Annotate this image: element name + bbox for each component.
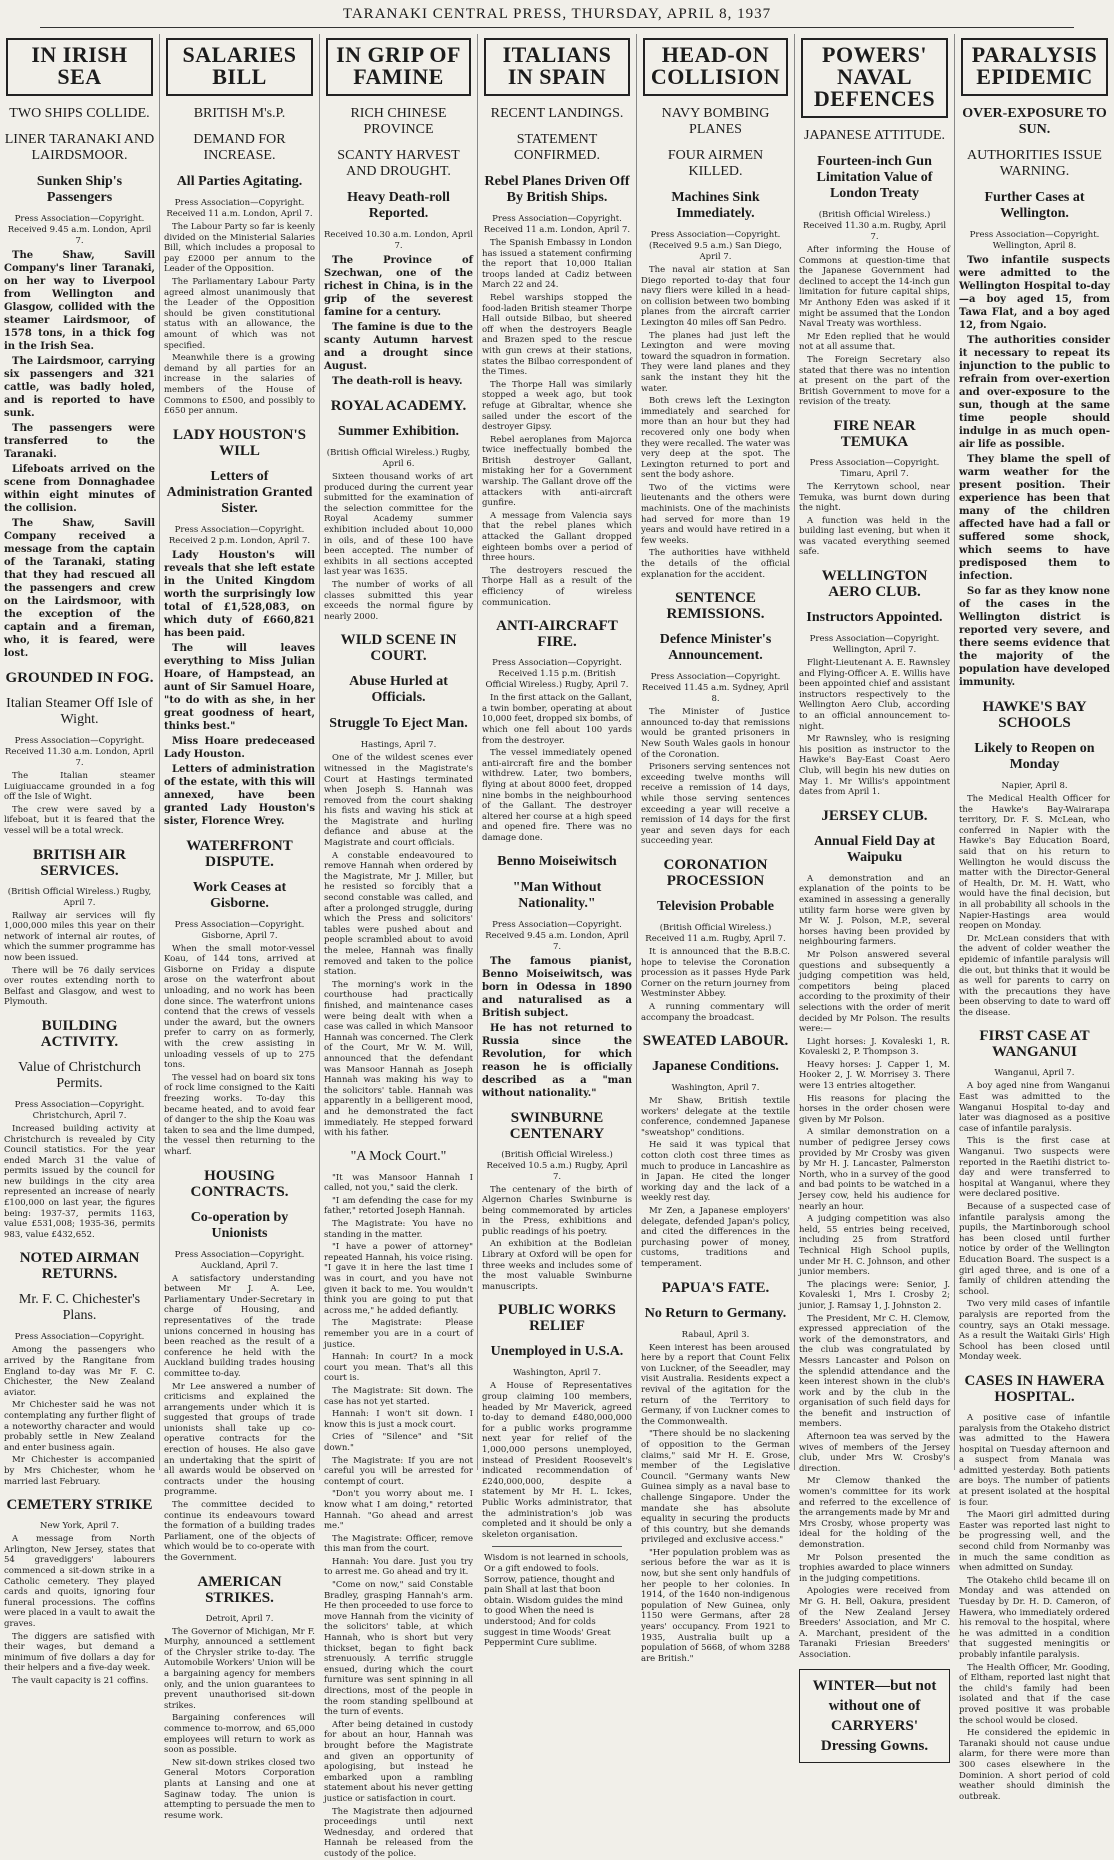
paragraph: The centenary of the birth of Algernon Charles Swinburne is being commemorated by articles in the Press, exhibitions and public readings of his poetry. [482, 1184, 632, 1237]
column-3 [320, 34, 478, 1859]
paragraph: A satisfactory understanding between Mr J. A. Lee, Parliamentary Under-Secretary in charge of Housing, and representatives of the trade unions concerned in housing has been reached as the result of a conference he held with the Auckland building trades housing committee to-day. [164, 1273, 315, 1379]
section-headline: AMERICAN STRIKES. [197, 1573, 282, 1606]
paragraph: The planes had just left the Lexington and were moving toward the squadron in formation. They were land planes and they sank the instant they hit the water. [641, 330, 790, 394]
column-6 [795, 34, 955, 1754]
column-1 [0, 34, 160, 1686]
dateline: Wanganui, April 7. [994, 1068, 1075, 1079]
column-headline: POWERS' NAVAL DEFENCES [801, 38, 948, 118]
column-4 [478, 34, 637, 1649]
section-headline: CASES IN HAWERA HOSPITAL. [964, 1372, 1105, 1405]
subheading: "A Mock Court." [350, 1148, 447, 1164]
paragraph: Mr Eden replied that he would not at all assume that. [799, 331, 950, 353]
lead-paragraph: The Shaw, Savill Company received a message from the captain of the Taranaki, stating that they had rescued all the passengers and crew on the Lairdsmoor, with the exception of the captain and a fireman, who, it is feared, were lost. [4, 518, 155, 659]
paragraph: The vessel had on board six tons of rock lime consigned to the Kaiti freezing works. To-day this became heated, and to avoid fear of danger to the ship the Koau was taken to sea and the lime dumped, the vessel then returning to the wharf. [164, 1072, 315, 1157]
paragraph: He considered the epidemic in Taranaki should not cause undue alarm, for there were more than 300 cases elsewhere in the Dominion. A short period of cold weather should diminish the outbreak. [959, 1728, 1110, 1802]
section-headline: WELLINGTON AERO CLUB. [821, 568, 928, 601]
paragraph: A message from North Arlington, New Jersey, states that 54 gravediggers' labourers commenced a sit-down strike in a Catholic cemetery. They played cards and quoits, ignoring four funeral processions. The coffins were placed in a vault to await the graves. [4, 1534, 155, 1629]
paragraph: Dr. McLean considers that with the advent of colder weather the epidemic of infantile paralysis will die out, but thinks that it would be as well for parents to carry on with the precautions they have been observing to date to ward off the disease. [959, 933, 1110, 1018]
paragraph: The Spanish Embassy in London has issued a statement confirming the report that 10,000 Italian troops landed at Cadiz between March 22 and 24. [482, 238, 632, 291]
subheading: Benno Moiseiwitsch [497, 853, 617, 869]
dateline: (British Official Wireless.) Received 11.30 a.m. Rugby, April 7. [802, 210, 947, 242]
paragraph: The Health Officer, Mr. Gooding, of Eltham, reported last night that the child's family had been isolated and that if the case proved positive it was probable the school would be closed. [959, 1662, 1110, 1726]
subheading: DEMAND FOR INCREASE. [193, 132, 286, 163]
section-headline: BRITISH AIR SERVICES. [33, 846, 126, 879]
paragraph: One of the wildest scenes ever witnessed in the Magistrate's Court at Hastings terminated when Joseph S. Hannah was removed from the court shaking his fists and waving his stick at the Magistrate and hurling defiance and abuse at the Magistrate and court officials. [324, 753, 473, 849]
paragraph: A judging competition was also held, 55 entries being received, including 25 from Stratford Technical High School pupils, under Mr H. C. Johnson, and other junior members. [799, 1214, 950, 1278]
paragraph: When the small motor-vessel Koau, of 144 tons, arrived at Gisborne on Friday a dispute arose on the waterfront about unloading, and no work has been done since. The waterfront unions contend that the crews of vessels under the award, but the owners prefer to carry on as formerly, with the crew assisting in unloading vessels of up to 275 tons. [164, 943, 315, 1071]
paragraph: "Her population problem was as serious before the war as it is now, but she sent only handfuls of her people to her colonies. In 1914, of the 1640 non-indigenous population of New Guinea, only 1150 were Germans, after 28 years' occupancy. From 1921 to 1935, Australia built up a population of 5668, of whom 3288 are British." [641, 1547, 790, 1664]
dateline: Received 10.30 a.m. London, April 7. [324, 230, 473, 251]
masthead [0, 0, 1114, 30]
paragraph: The Foreign Secretary also stated that there was no intention at present on the part of the British Government to move for a revision of the treaty. [799, 354, 950, 408]
dateline: Press Association—Copyright. Received 11 a.m. London, April 7. [483, 214, 631, 235]
paragraph: After being detained in custody for about an hour, Hannah was brought before the Magistrate and given an opportunity of apologising, but instead he embarked upon a rambling statement about his never getting justice or satisfaction in court. [324, 1719, 473, 1804]
paragraph: Light horses: J. Kovaleski 1, R. Kovaleski 2, P. Thompson 3. [799, 1036, 950, 1058]
paragraph: "It was Mansoor Hannah I called, not you," said the clerk. [324, 1172, 473, 1194]
paragraph: The Magistrate: If you are not careful you will be arrested for contempt of court. [324, 1455, 473, 1487]
paragraph: Mr Shaw, British textile workers' delegate at the textile conference, condemned Japanese "sweatshop" conditions. [641, 1096, 790, 1138]
paragraph: The Magistrate: Sit down. The case has not yet started. [324, 1385, 473, 1407]
paragraph: The Magistrate: Officer, remove this man from the court. [324, 1533, 473, 1555]
subheading: RICH CHINESE PROVINCE [350, 106, 447, 137]
subheading: Fourteen-inch Gun Limitation Value of London Treaty [816, 154, 933, 201]
column-2 [160, 34, 320, 1821]
paragraph: Flight-Lieutenant A. E. Rawnsley and Flying-Officer A. E. Willis have been appointed chief and assistant instructors respectively to the Wellington Aero Club, according to an official announcement to-night. [799, 658, 950, 732]
paragraph: The Italian steamer Luigiuaccame grounded in a fog off the Isle of Wight. [4, 771, 155, 803]
subheading: Struggle To Eject Man. [329, 716, 468, 732]
section-headline: HOUSING CONTRACTS. [190, 1167, 289, 1200]
paragraph: "I have a power of attorney" repeated Hannah, his voice rising. "I gave it in here the last time I was in court, and you have not given it back to me. You wouldn't think you are going to put that across me," he added defiantly. [324, 1242, 473, 1316]
paragraph: Two very mild cases of infantile paralysis are reported from the country, says an Otaki message. As a result the Waitaki Girls' High School has been closed until Monday week. [959, 1299, 1110, 1363]
paragraph: Mr Lee answered a number of criticisms and explained the arrangements under which it is suggested that groups of trade unionists shall take up co-operative contracts for the erection of houses. He also gave an undertaking that the spirit of all awards would be observed on contracts under the housing programme. [164, 1381, 315, 1498]
subheading: Television Probable [656, 898, 775, 914]
paragraph: The Magistrate then adjourned proceedings until next Wednesday, and ordered that Hannah be released from the custody of the police. [324, 1806, 473, 1859]
paragraph: Apologies were received from Mr G. H. Bell, Oakura, president of the New Zealand Jersey Breeders' Association, and Mr C. A. Marchant, president of the Taranaki Friesian Breeders' Association. [799, 1586, 950, 1660]
lead-paragraph: The Lairdsmoor, carrying six passengers and 321 cattle, was badly holed, and is reported to have sunk. [4, 356, 155, 419]
paragraph: Rebel warships stopped the food-laden British steamer Thorpe Hall outside Bilbao, but sheered off when the destroyers Beagle and Brazen sped to the rescue with gun crews at their stations, states the Bilbao correspondent of the Times. [482, 292, 632, 378]
column-headline: ITALIANS IN SPAIN [484, 38, 630, 96]
paragraph: The Magistrate: You have no standing in the matter. [324, 1219, 473, 1240]
lead-paragraph: The authorities consider it necessary to repeat its injunction to the public to refrain from over-exertion and over-exposure to the sun, though at the same time people should indulge in as much open-air life as possible. [959, 335, 1110, 450]
paragraph: A similar demonstration on a number of pedigree Jersey cows provided by Mr Crosby was given by Mr H. J. Lancaster, Palmerston North, who in a survey of the good and bad points to be watched in a Jersey cow, held his audience for nearly an hour. [799, 1127, 950, 1212]
paragraph: His reasons for placing the horses in the order chosen were given by Mr Polson. [799, 1093, 950, 1125]
paragraph: Hannah: In court? In a mock court you mean. That's all this court is. [324, 1352, 473, 1384]
lead-paragraph: Lifeboats arrived on the scene from Donnaghadee within eight minutes of the collision. [4, 464, 155, 514]
paragraph: "Don't you worry about me. I know what I am doing," retorted Hannah. "Go ahead and arrest me." [324, 1489, 473, 1532]
paragraph: Increased building activity at Christchurch is revealed by City Council statistics. For the year ended March 31 the value of permits issued by the council for new buildings in the city area represented an increase of nearly £100,000 on last year, the figures being: 1937-37, permits 1163, value £531,008; 1935-36, permits 983, value £432,652. [4, 1123, 155, 1240]
dateline: Press Association—Copyright. Received 11 a.m. London, April 7. [166, 198, 313, 219]
paragraph: The Labour Party so far is keenly divided on the Ministerial Salaries Bill, which includes a proposal to pay £2000 per annum to the Leader of the Opposition. [164, 222, 315, 275]
paragraph: A House of Representatives group claiming 100 members, headed by Mr Maverick, agreed to-day to demand £480,000,000 for a public works programme next year for relief of the 1,000,000 persons unemployed, instead of President Roosevelt's indicated recommendation of £240,000,000, despite a statement by Mr H. L. Ickes, Public Works administrator, that the administration's job was completed and it should be only a skeleton organisation. [482, 1381, 632, 1540]
lead-paragraph: The passengers were transferred to the Taranaki. [4, 423, 155, 460]
dateline: Rabaul, April 3. [681, 1329, 750, 1340]
column-7 [955, 34, 1114, 1802]
dateline: Press Association—Copyright. Wellington, April 7. [809, 634, 940, 656]
subheading: STATEMENT CONFIRMED. [514, 132, 600, 163]
lead-paragraph: So far as they know none of the cases in the Wellington district is reported very severe, and there seems evidence that the majority of the population have developed immunity. [959, 586, 1110, 688]
paragraph: Keen interest has been aroused here by a report that Count Felix von Luckner, of the Seeadler, may visit Australia. Residents expect a revival of the agitation for the return of the Territory to Germany, if von Luckner comes to the Commonwealth. [641, 1342, 790, 1427]
dateline: New York, April 7. [40, 1521, 119, 1532]
dateline: Press Association—Copyright. Received 9.45 a.m. London, April 7. [7, 214, 152, 246]
column-rule [492, 1546, 622, 1547]
section-headline: SWEATED LABOUR. [642, 1033, 789, 1050]
subheading: All Parties Agitating. [176, 174, 303, 189]
paragraph: The committee decided to continue its endeavours toward the formation of a building trades Parliament, one of the objects of which would be to co-operate with the Government. [164, 1500, 315, 1563]
dateline: (British Official Wireless.) Received 11 a.m. Rugby, April 7. [645, 922, 786, 944]
paragraph: The Minister of Justice announced to-day that remissions would be granted prisoners in New South Wales gaols in honour of the Coronation. [641, 707, 790, 760]
subheading: No Return to Germany. [644, 1305, 787, 1321]
section-headline: HAWKE'S BAY SCHOOLS [982, 699, 1087, 731]
dateline: Detroit, April 7. [205, 1613, 274, 1624]
subheading: RECENT LANDINGS. [490, 106, 624, 121]
paragraph: Mr Zen, a Japanese employers' delegate, defended Japan's policy, and cited the differences in the purchasing power of money, customs, traditions and temperament. [641, 1206, 790, 1269]
subheading: SCANTY HARVEST AND DROUGHT. [337, 148, 460, 179]
subheading: Heavy Death-roll Reported. [347, 190, 450, 221]
section-headline: PUBLIC WORKS RELIEF [498, 1302, 616, 1335]
subheading: OVER-EXPOSURE TO SUN. [962, 106, 1107, 137]
lead-paragraph: The Province of Szechwan, one of the richest in China, is in the grip of the severest famine for a century. [324, 255, 473, 318]
section-headline: FIRE NEAR TEMUKA [833, 417, 916, 450]
section-headline: NOTED AIRMAN RETURNS. [19, 1250, 140, 1283]
subheading: Defence Minister's Announcement. [659, 632, 772, 664]
paragraph: A boy aged nine from Wanganui East was admitted to the Wanganui Hospital to-day and later was diagnosed as a positive case of infantile paralysis. [959, 1081, 1110, 1134]
paragraph: Sixteen thousand works of art produced during the current year submitted for the examination of the selection committee for the Royal Academy summer exhibition included about 10,000 in oils, and of these 100 have been accepted. The number of exhibits in all sections accepted last year was 1635. [324, 472, 473, 578]
column-headline: PARALYSIS EPIDEMIC [961, 38, 1108, 96]
subheading: Mr. F. C. Chichester's Plans. [18, 1292, 141, 1324]
subheading: Abuse Hurled at Officials. [349, 674, 448, 706]
subheading: Further Cases at Wellington. [984, 190, 1085, 221]
paragraph: The Magistrate: Please remember you are in a court of justice. [324, 1318, 473, 1350]
section-headline: ANTI-AIRCRAFT FIRE. [496, 618, 618, 651]
lead-paragraph: The death-roll is heavy. [332, 376, 463, 387]
section-headline: FIRST CASE AT WANGANUI [979, 1028, 1090, 1061]
subheading: Instructors Appointed. [806, 610, 943, 626]
section-headline: JERSEY CLUB. [821, 807, 928, 824]
section-headline: CEMETERY STRIKE [6, 1497, 153, 1514]
dateline: Press Association—Copyright. Received 2 p.m. London, April 7. [168, 524, 311, 546]
paragraph: The crew were saved by a lifeboat, but it is feared that the vessel will be a total wreck. [4, 804, 155, 836]
paragraph: An exhibition at the Bodleian Library at Oxford will be open for three weeks and includes some of the most valuable Swinburne manuscripts. [482, 1239, 632, 1292]
advertisement: WINTER—but not without one of CARRYERS' Dressing Gowns. [799, 1669, 950, 1763]
paragraph: "Come on now," said Constable Bradley, grasping Hannah's arm. He then proceeded to use force to move Hannah from the vicinity of the solicitors' table, at which Hannah, who is short but very thickset, began to fight back strenuously. A terrific struggle ensued, during which the court furniture was sent spinning in all directions, most of the people in the room standing spellbound at the turn of events. [324, 1580, 473, 1718]
section-headline: SWINBURNE CENTENARY [509, 1109, 605, 1142]
paragraph: The number of works of all classes submitted this year exceeds the normal figure by nearly 2000. [324, 579, 473, 622]
paragraph: It is announced that the B.B.C. hope to televise the Coronation procession as it passes Hyde Park Corner on the return journey from Westminster Abbey. [641, 946, 790, 1000]
subheading: NAVY BOMBING PLANES [661, 106, 770, 137]
dateline: (British Official Wireless.) Received 10.5 a.m.) Rugby, April 7. [486, 1149, 628, 1182]
subheading: JAPANESE ATTITUDE. [803, 128, 946, 143]
column-headline: IN IRISH SEA [6, 38, 153, 96]
columns [0, 34, 1114, 1859]
subheading: Italian Steamer Off Isle of Wight. [6, 696, 153, 727]
lead-paragraph: He has not returned to Russia since the Revolution, for which reason he is officially described as a "man without nationality." [482, 1022, 632, 1099]
paragraph: Mr Chichester said he was not contemplating any further flight of a noteworthy character and would probably settle in New Zealand and enter business again. [4, 1400, 155, 1453]
subheading: TWO SHIPS COLLIDE. [9, 106, 150, 121]
paragraph: Bargaining conferences will commence to-morrow, and 65,000 employees will return to work as soon as possible. [164, 1713, 315, 1756]
subheading: "Man Without Nationality." [512, 879, 602, 911]
paragraph: The Otakeho child became ill on Monday and was attended on Tuesday by Dr. H. D. Cameron, of Hawera, who immediately ordered his removal to the hospital, where he was admitted in a condition that suggested meningitis or probably infantile paralysis. [959, 1575, 1110, 1660]
paragraph: Mr Clemow thanked the women's committee for its work and referred to the excellence of the arrangements made by Mr and Mrs Crosby, whose property was ideal for the holding of the demonstration. [799, 1476, 950, 1550]
section-headline: SENTENCE REMISSIONS. [666, 590, 765, 623]
paragraph: Two of the victims were lieutenants and the others were machinists. One of the machinists had served for more than 19 years and would have retired in a few weeks. [641, 482, 790, 546]
dateline: Press Association—Copyright. (Received 9.5 a.m.) San Diego, April 7. [649, 230, 782, 262]
paragraph: Among the passengers who arrived by the Rangitane from England to-day was Mr F. C. Chichester, the New Zealand aviator. [4, 1345, 155, 1398]
masthead-title: TARANAKI CENTRAL PRESS, THURSDAY, APRIL 8, 1937 [342, 6, 772, 22]
paragraph: A message from Valencia says that the rebel planes which attacked the Gallant dropped eighteen bombs over a period of three hours. [482, 510, 632, 564]
subheading: Japanese Conditions. [652, 1059, 779, 1075]
paragraph: The naval air station at San Diego reported to-day that four navy fliers were killed in a head-on collision between two bombing planes from the aircraft carrier Lexington 40 miles off San Pedro. [641, 265, 790, 328]
paragraph: Mr Polson presented the trophies awarded to place winners in the judging competitions. [799, 1552, 950, 1584]
paragraph: Heavy horses: J. Capper 1, M. Hooker 2, J. W. Morrisey 3. There were 13 entries altogether. [799, 1059, 950, 1092]
dateline: (British Official Wireless.) Rugby, April 6. [326, 448, 471, 469]
paragraph: "There should be no slackening of opposition to the German claims," said Mr H. E. Grose, member of the Legislative Council. "Germany wants New Guinea simply as a naval base to challenge Singapore. Under the mandate she has absolute equality in securing the products of this country, but she demands privileged and exclusive access." [641, 1429, 790, 1546]
subheading: Likely to Reopen on Monday [974, 741, 1095, 772]
subheading: Summer Exhibition. [337, 424, 460, 439]
dateline: Press Association—Copyright. Received 11.45 a.m. Sydney, April 8. [642, 672, 789, 705]
section-headline: BUILDING ACTIVITY. [40, 1017, 119, 1050]
paragraph: The Parliamentary Labour Party agreed almost unanimously that the Leader of the Opposition should be given constitutional status with an allowance, the amount of which was not specified. [164, 276, 315, 351]
section-headline: WATERFRONT DISPUTE. [186, 837, 293, 870]
dateline: Press Association—Copyright. Timaru, April 7. [809, 457, 940, 479]
column-5 [637, 34, 795, 1664]
subheading: Machines Sink Immediately. [671, 190, 760, 221]
paragraph: The authorities have withheld the details of the official explanation for the accident. [641, 548, 790, 580]
paragraph: Both crews left the Lexington immediately and searched for more than an hour but they had recovered only one body when they were recalled. The water was very deep at the spot. The Lexington returned to port and sent the body ashore. [641, 396, 790, 481]
lead-paragraph: They blame the spell of warm weather for the present position. Their experience has been that many of the children affected have had a fall or suffered some shock, which seems to have predisposed them to infection. [959, 454, 1110, 582]
subheading: FOUR AIRMEN KILLED. [667, 148, 764, 179]
subheading: Value of Christchurch Permits. [18, 1059, 141, 1091]
paragraph: In the first attack on the Gallant, a twin bomber, operating at about 10,000 feet, dropped six bombs, of which one fell about 100 yards from the destroyer. [482, 693, 632, 746]
lead-paragraph: Lady Houston's will reveals that she left estate in the United Kingdom worth the surprisingly low total of £1,528,083, on which duty of £660,821 has been paid. [164, 549, 315, 639]
subheading: Rebel Planes Driven Off By British Ships. [484, 174, 630, 205]
column-headline: HEAD-ON COLLISION [643, 38, 788, 96]
paragraph: The destroyers rescued the Thorpe Hall as a result of the efficiency of wireless communication. [482, 565, 632, 608]
lead-paragraph: The famous pianist, Benno Moiseiwitsch, was born in Odessa in 1890 and naturalised as a British subject. [482, 955, 632, 1019]
paragraph: Mr Chichester is accompanied by Mrs Chichester, whom he married last February. [4, 1455, 155, 1487]
paragraph: The vault capacity is 21 coffins. [12, 1675, 149, 1686]
section-headline: CORONATION PROCESSION [663, 856, 768, 889]
paragraph: The President, Mr C. H. Clemow, expressed appreciation of the work of the demonstrators, and the club was congratulated by Messrs Lancaster and Polson on the splendid attendance and the keen interest shown in the club's work and by the club in the organisation of such field days for the benefit and instruction of members. [799, 1313, 950, 1430]
paragraph: A demonstration and an explanation of the points to be examined in assessing a generally utility farm horse were given by Mr W. J. Polson, M.P., several horses having been provided by neighbouring farmers. [799, 873, 950, 948]
subheading: Work Ceases at Gisborne. [192, 879, 287, 911]
dateline: (British Official Wireless.) Rugby, April 7. [7, 886, 152, 908]
dateline: Press Association—Copyright. Received 11.30 a.m. London, April 7. [5, 736, 154, 768]
paragraph: The Thorpe Hall was similarly stopped a week ago, but took refuge at Gibraltar, whence she sailed under the escort of the destroyer Gipsy. [482, 379, 632, 433]
paragraph: This is the first case at Wanganui. Two suspects were reported in the Raetihi district to-day and were transferred to hospital at Wanganui, where they were declared positive. [959, 1136, 1110, 1200]
paragraph: Because of a suspected case of infantile paralysis among the pupils, the Martinborough school has been closed until further notice by order of the Wellington Education Board. The suspect is a girl aged three, and is one of a family of children attending the school. [959, 1202, 1110, 1297]
paragraph: Railway air services will fly 1,000,000 miles this year on their network of internal air routes, of which the summer programme has now been issued. [4, 910, 155, 963]
paragraph: Cries of "Silence" and "Sit down." [324, 1432, 473, 1453]
lead-paragraph: Letters of administration of the estate, with this will annexed, have been granted Lady Houston's sister, Florence Wrey. [164, 763, 315, 827]
paragraph: The Medical Health Officer for the Hawke's Bay-Wairarapa territory, Dr. F. S. McLean, who conferred in Napier with the Hawke's Bay Education Board, said that on his return to Wellington he would discuss the matter with the Director-General of Health, Dr. M. H. Watt, who would have the final decision, but in all probability all schools in the Napier-Hastings area would reopen on Monday. [959, 794, 1110, 932]
column-headline: IN GRIP OF FAMINE [326, 38, 471, 96]
paragraph: Rebel aeroplanes from Majorca twice ineffectually bombed the British destroyer Gallant, mistaking her for a Government warship. The Gallant drove off the attackers with anti-aircraft gunfire. [482, 434, 632, 509]
advert-verse: Wisdom is not learned in schools, Or a gift endowed to fools. Sorrow, patience, thought and pain Shall at last that boon obtain. Wisdom guides the mind to good When the need is understood; And for colds suggest in time Woods' Great Peppermint Cure sublime. [484, 1553, 629, 1649]
subheading: Unemployed in U.S.A. [490, 1344, 624, 1360]
paragraph: Mr Rawnsley, who is resigning his position as instructor to the Hawke's Bay-East Coast Aero Club, will begin his new duties on May 1. Mr Willis's appointment dates from April 1. [799, 734, 950, 798]
paragraph: Meanwhile there is a growing demand by all parties for an increase in the salaries of members of the House of Commons to £500, and possibly to £650 per annum. [164, 353, 315, 417]
paragraph: Hannah: I won't sit down. I know this is just a mock court. [324, 1409, 473, 1430]
lead-paragraph: Two infantile suspects were admitted to the Wellington Hospital to-day—a boy aged 15, from Tawa Flat, and a boy aged 12, from Ngaio. [959, 255, 1110, 331]
dateline: Press Association—Copyright. Received 9.45 a.m. London, April 7. [485, 919, 629, 952]
paragraph: The morning's work in the courthouse had practically finished, and maintenance cases were being dealt with when a case was called in which Mansoor Hannah was concerned. The Clerk of the Court, Mr W. M. Will, announced that the defendant was Mansoor Hannah as Joseph Hannah was making his way to the solicitors' table. Hannah was apparently in a belligerent mood, and he demonstrated the fact immediately. He stepped forward with his father. [324, 979, 473, 1139]
subheading: Letters of Administration Granted Sister. [166, 468, 313, 516]
lead-paragraph: Miss Hoare predeceased Lady Houston. [164, 735, 315, 760]
column-headline: SALARIES BILL [166, 38, 313, 96]
paragraph: "I am defending the case for my father," retorted Joseph Hannah. [324, 1195, 473, 1217]
paragraph: The placings were: Senior, J. Kovaleski 1, Mrs I. Crosby 2; junior, J. Ramsay 1, J. Johnston 2. [799, 1279, 950, 1311]
subheading: Sunken Ship's Passengers [36, 174, 123, 205]
subheading: Co-operation by Unionists [190, 1209, 289, 1241]
section-headline: PAPUA'S FATE. [661, 1279, 770, 1296]
paragraph: There will be 76 daily services over routes extending north to Belfast and Glasgow, and west to Plymouth. [4, 965, 155, 1008]
paragraph: Mr Polson answered several questions and subsequently a judging competition was held, competitors being placed according to the proximity of their selections with the order of merit decided by Mr Polson. The results were:— [799, 949, 950, 1035]
paragraph: The Maori girl admitted during Easter was reported last night to be progressing well, and the second child from Normanby was in much the same condition as when admitted on Sunday. [959, 1510, 1110, 1574]
dateline: Press Association—Copyright. [14, 1332, 145, 1343]
dateline: Press Association—Copyright. Wellington, April 8. [969, 230, 1100, 251]
dateline: Press Association—Copyright. Christchurch, April 7. [14, 1099, 145, 1121]
paragraph: After informing the House of Commons at question-time that the Japanese Government had declined to accept the 14-inch gun limitation for future capital ships, Mr Anthony Eden was asked if it might be assumed that the London Naval Treaty was worthless. [799, 245, 950, 330]
paragraph: Prisoners serving sentences not exceeding twelve months will receive a remission of 14 days, while those serving sentences exceeding a year will receive a remission of 14 days for the first year and seven days for each succeeding year. [641, 762, 790, 847]
subheading: AUTHORITIES ISSUE WARNING. [967, 148, 1102, 179]
paragraph: The diggers are satisfied with their wages, but demand a minimum of five dollars a day for their helpers and a five-day week. [4, 1631, 155, 1674]
lead-paragraph: The will leaves everything to Miss Julian Hoare, of Hampstead, an aunt of Sir Samuel Hoare, "to do with as she, in her great goodness of heart, thinks best." [164, 642, 315, 732]
paragraph: A running commentary will accompany the broadcast. [641, 1001, 790, 1023]
section-headline: GROUNDED IN FOG. [5, 670, 154, 686]
paragraph: A constable endeavoured to remove Hannah when ordered by the Magistrate, Mr J. Miller, but he resisted so forcibly that a second constable was called, and after a prolonged struggle, during which the Press and solicitors' tables were pushed about and people scrambled about to avoid the melee, Hannah was finally removed and taken to the police station. [324, 850, 473, 978]
paragraph: New sit-down strikes closed two General Motors Corporation plants at Lansing and one at Saginaw today. The union is attempting to persuade the men to resume work. [164, 1757, 315, 1821]
paragraph: The Kerrytown school, near Temuka, was burnt down during the night. [799, 481, 950, 514]
paragraph: The Governor of Michigan, Mr F. Murphy, announced a settlement of the Chrysler strike to-day. The Automobile Workers' Union will be a bargaining agency for members only, and the union guarantees to prevent unauthorised sit-down strikes. [164, 1626, 315, 1711]
paragraph: Hannah: You dare. Just you try to arrest me. Go ahead and try it. [324, 1556, 473, 1578]
section-headline: LADY HOUSTON'S WILL [173, 426, 306, 459]
paragraph: Afternoon tea was served by the wives of members of the Jersey club, under Mrs W. Crosby's direction. [799, 1432, 950, 1474]
paragraph: He said it was typical that cotton cloth cost three times as much to produce in Lancashire as in Japan. He cited the longer working day and the lack of a weekly rest day. [641, 1140, 790, 1204]
masthead-rule [40, 27, 1074, 28]
subheading: LINER TARANAKI AND LAIRDSMOOR. [4, 132, 155, 163]
section-headline: ROYAL ACADEMY. [330, 398, 467, 414]
paragraph: A function was held in the building last evening, but when it was vacated everything seemed safe. [799, 515, 950, 558]
dateline: Press Association—Copyright. Auckland, April 7. [174, 1249, 305, 1271]
section-headline: WILD SCENE IN COURT. [340, 632, 457, 665]
paragraph: A positive case of infantile paralysis from the Otakeho district was admitted to the Hawera hospital on Tuesday afternoon and a suspect from Manaia was admitted yesterday. Both patients are boys. The number of patients at present isolated at the hospital is four. [959, 1412, 1110, 1508]
dateline: Napier, April 8. [1001, 781, 1068, 791]
lead-paragraph: The Shaw, Savill Company's liner Taranaki, on her way to Liverpool from Wellington and Glasgow, collided with the steamer Lairdsmoor, of 1578 tons, in a thick fog in the Irish Sea. [4, 250, 155, 352]
lead-paragraph: The famine is due to the scanty Autumn harvest and a drought since August. [324, 322, 473, 372]
dateline: Washington, April 7. [671, 1083, 760, 1094]
dateline: Washington, April 7. [513, 1368, 601, 1379]
dateline: Press Association—Copyright. Received 1.15 p.m. (British Official Wireless.) Rugby, April 7. [485, 658, 629, 691]
dateline: Hastings, April 7. [360, 740, 437, 751]
subheading: BRITISH M's.P. [193, 106, 286, 121]
paragraph: The vessel immediately opened anti-aircraft fire and the bomber withdrew. Later, two bombers, flying at about 8000 feet, dropped nine bombs in the neighbourhood of the Gallant. The destroyer altered her course at a high speed and opened fire. There was no damage done. [482, 748, 632, 843]
subheading: Annual Field Day at Waipuku [814, 833, 935, 865]
dateline: Press Association—Copyright. Gisborne, April 7. [174, 919, 305, 941]
